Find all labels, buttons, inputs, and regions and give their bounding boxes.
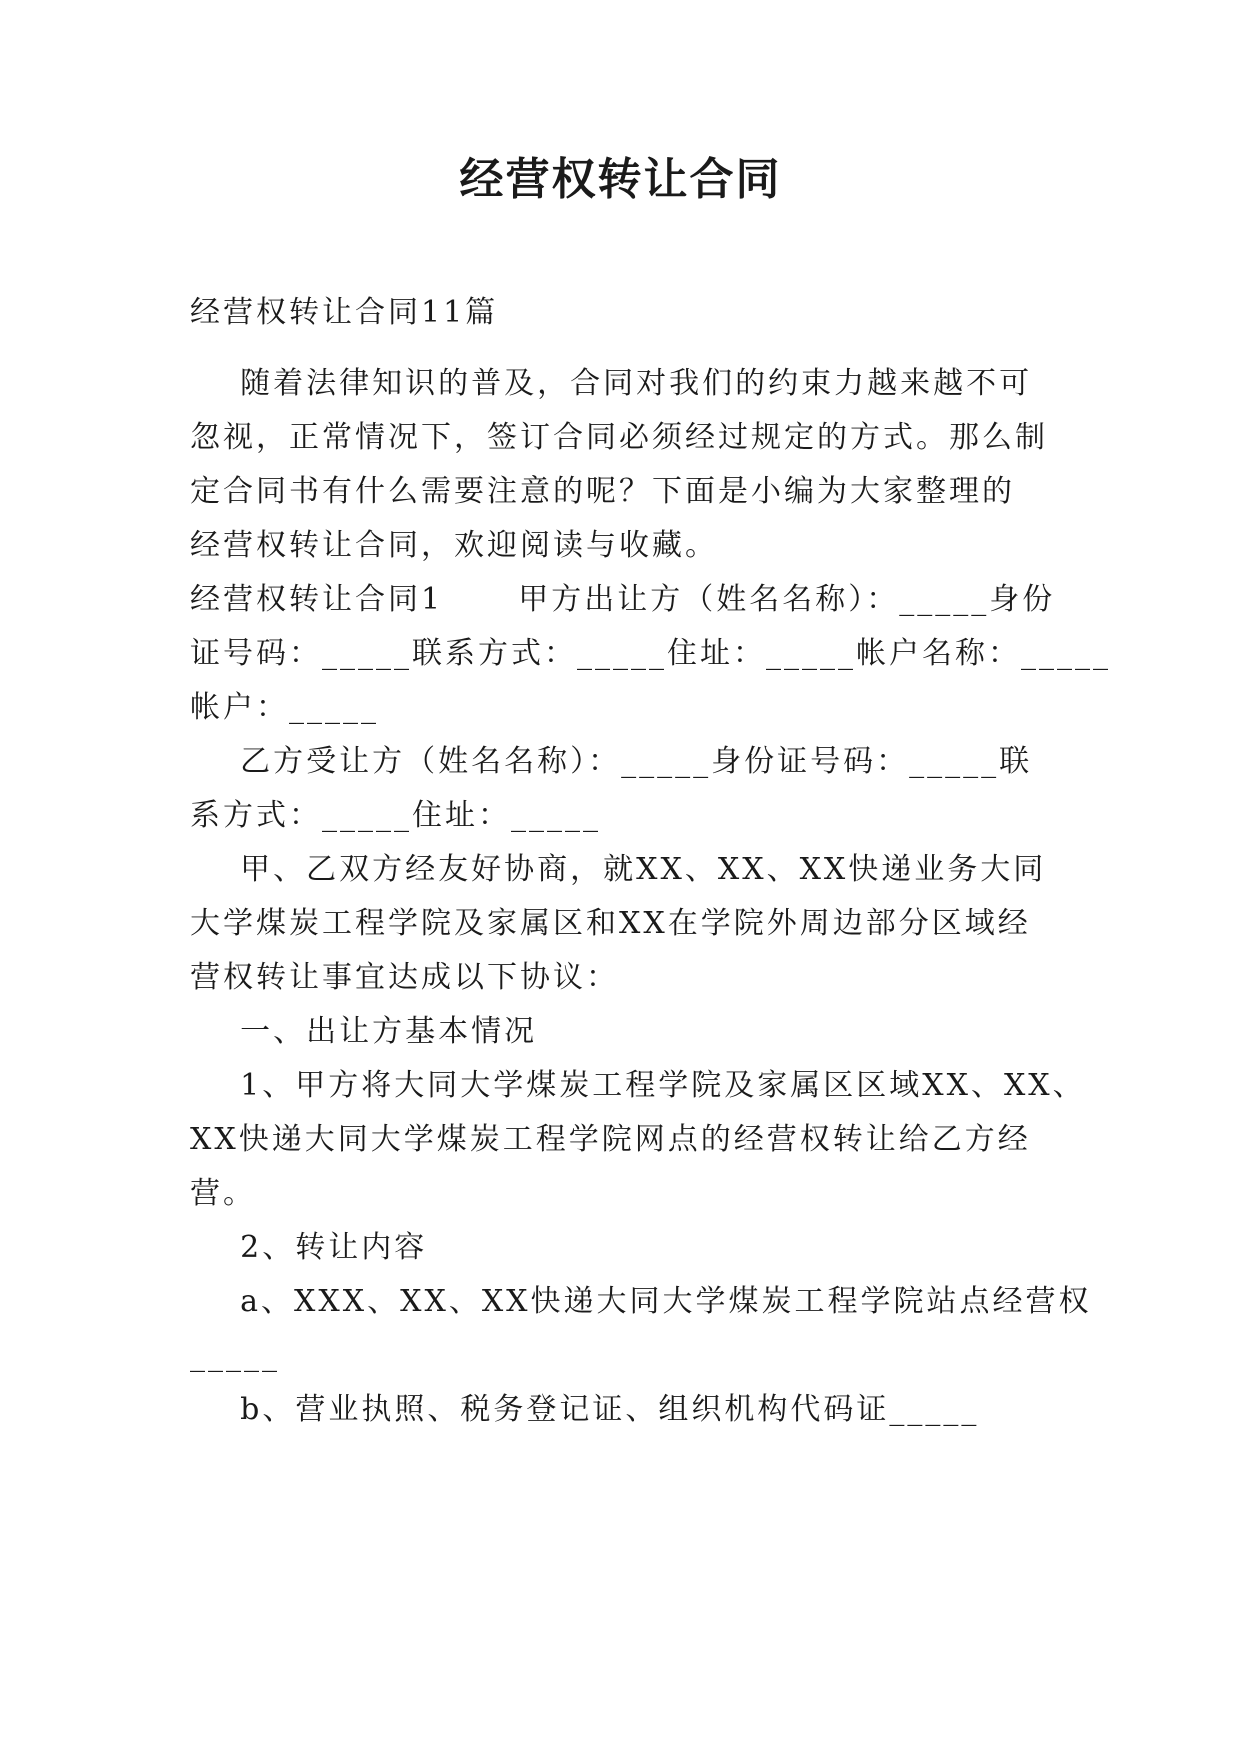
paragraph-line: 证号码：_____联系方式：_____住址：_____帐户名称：_____ — [190, 636, 1111, 671]
paragraph-line: 2、转让内容 — [190, 1230, 428, 1265]
paragraph-line: 系方式：_____住址：_____ — [190, 798, 601, 833]
section-heading: 一、出让方基本情况 — [190, 1014, 538, 1049]
document-title: 经营权转让合同 — [459, 154, 782, 205]
paragraph-line: 乙方受让方（姓名名称）：_____身份证号码：_____联 — [190, 744, 1033, 779]
paragraph-line: 随着法律知识的普及，合同对我们的约束力越来越不可 — [190, 366, 1033, 401]
paragraph-line: b、营业执照、税务登记证、组织机构代码证_____ — [190, 1392, 980, 1427]
paragraph-line: 大学煤炭工程学院及家属区和XX在学院外周边部分区域经 — [190, 906, 1031, 941]
paragraph-line: 营权转让事宜达成以下协议： — [190, 960, 619, 995]
paragraph-line: _____ — [190, 1338, 280, 1373]
paragraph-line: 1、甲方将大同大学煤炭工程学院及家属区区域XX、XX、 — [190, 1068, 1086, 1103]
paragraph-line: 经营权转让合同1 甲方出让方（姓名名称）：_____身份 — [190, 582, 1056, 617]
document-subtitle: 经营权转让合同11篇 — [190, 295, 499, 330]
paragraph-line: a、XXX、XX、XX快递大同大学煤炭工程学院站点经营权 — [190, 1284, 1092, 1319]
paragraph-line: 甲、乙双方经友好协商，就XX、XX、XX快递业务大同 — [190, 852, 1047, 887]
paragraph-line: 定合同书有什么需要注意的呢？下面是小编为大家整理的 — [190, 474, 1015, 509]
paragraph-line: 营。 — [190, 1176, 256, 1211]
paragraph-line: 经营权转让合同，欢迎阅读与收藏。 — [190, 528, 718, 563]
paragraph-line: XX快递大同大学煤炭工程学院网点的经营权转让给乙方经 — [190, 1122, 1031, 1157]
paragraph-line: 帐户：_____ — [190, 690, 379, 725]
paragraph-line: 忽视，正常情况下，签订合同必须经过规定的方式。那么制 — [190, 420, 1048, 455]
